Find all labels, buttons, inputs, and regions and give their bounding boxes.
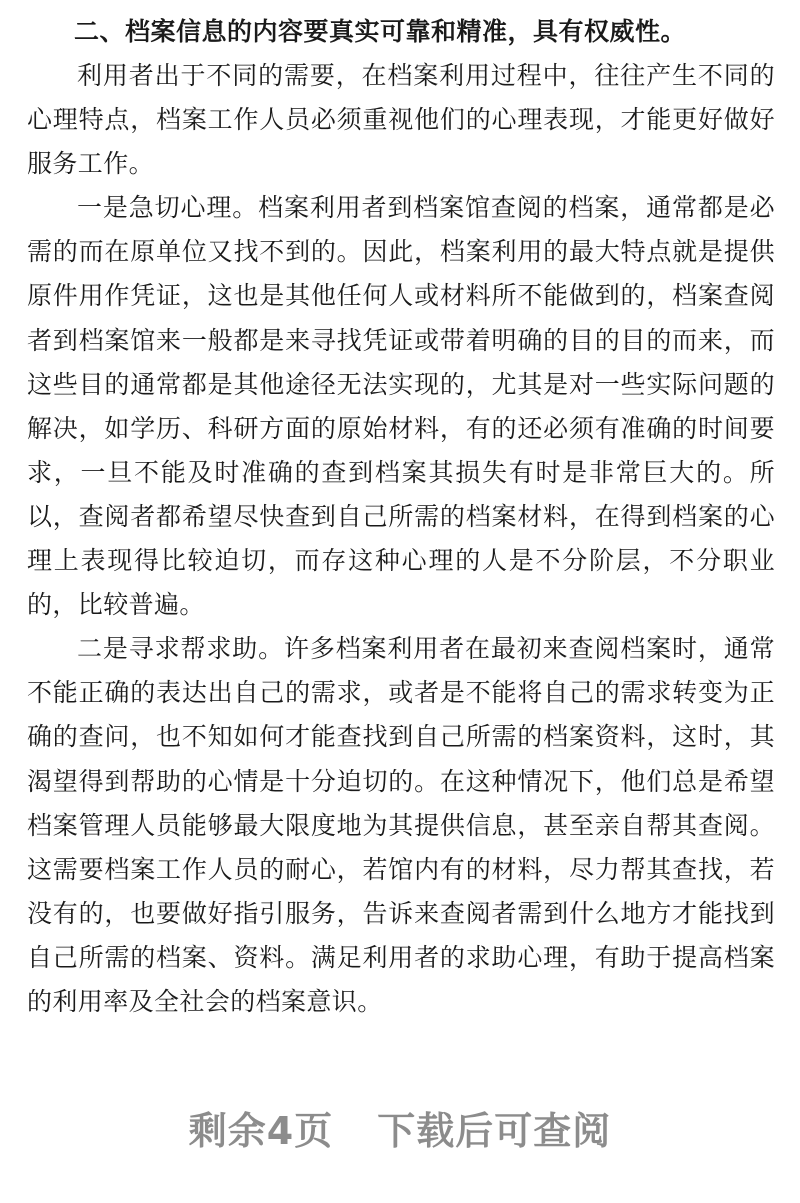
body-text bbox=[27, 54, 775, 1024]
remaining-pages-label: 剩余4页 bbox=[188, 1109, 334, 1153]
paragraph-urgent-psychology: 一是急切心理。档案利用者到档案馆查阅的档案，通常都是必需的而在原单位又找不到的。因此，档案利用的最大特点就是提供原件用作凭证，这也是其他任何人或材料所不能做到的，档案查阅者到档案馆来一般都是来寻找凭证或带着明确的目的目的而来，而这些目的通常都是其他途径无法实现的，尤其是对一些实际问题的解决，如学历、科研方面的原始材料，有的还必须有准确的时间要求，一旦不能及时准确的查到档案其损失有时是非常巨大的。所以，查阅者都希望尽快查到自己所需的档案材料，在得到档案的心理上表现得比较迫切，而存这种心理的人是不分阶层，不分职业的，比较普遍。 bbox=[27, 193, 775, 620]
download-banner[interactable] bbox=[0, 1100, 800, 1155]
section-heading: 二、档案信息的内容要真实可靠和精准，具有权威性。 bbox=[74, 17, 687, 46]
paragraph-seeking-help: 二是寻求帮求助。许多档案利用者在最初来查阅档案时，通常不能正确的表达出自己的需求，或者是不能将自己的需求转变为正确的查问，也不知如何才能查找到自己所需的档案资料，这时，其渴望得到帮助的心情是十分迫切的。在这种情况下，他们总是希望档案管理人员能够最大限度地为其提供信息，甚至亲自帮其查阅。这需要档案工作人员的耐心，若馆内有的材料，尽力帮其查找，若没有的，也要做好指引服务，告诉来查阅者需到什么地方才能找到自己所需的档案、资料。满足利用者的求助心理，有助于提高档案的利用率及全社会的档案意识。 bbox=[27, 634, 775, 1016]
paragraph-intro: 利用者出于不同的需要，在档案利用过程中，往往产生不同的心理特点，档案工作人员必须重视他们的心理表现，才能更好做好服务工作。 bbox=[27, 61, 775, 179]
download-prompt-label: 下载后可查阅 bbox=[377, 1109, 612, 1153]
